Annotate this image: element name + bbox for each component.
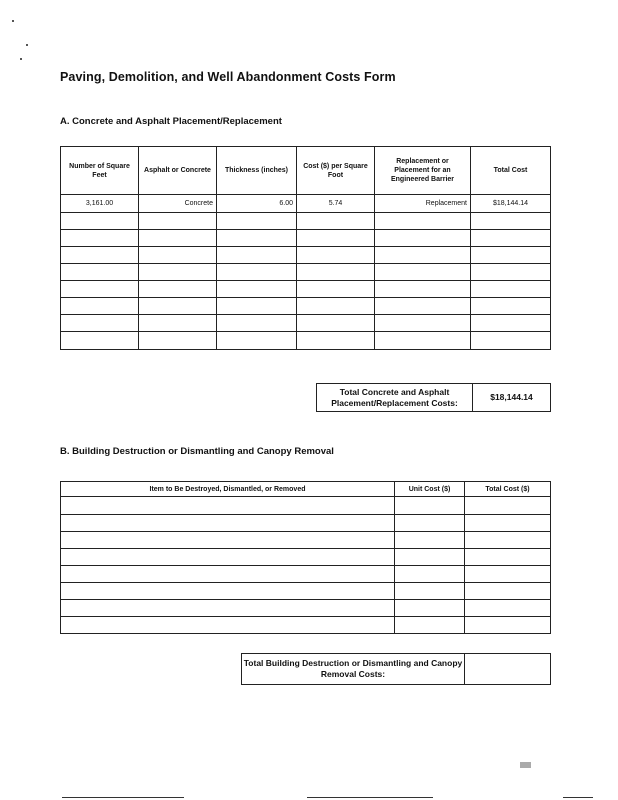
cell <box>471 298 551 315</box>
cell-replacement: Replacement <box>375 195 471 213</box>
cell <box>61 617 395 634</box>
cell <box>471 332 551 350</box>
cell <box>465 497 551 515</box>
table-row <box>61 247 551 264</box>
cell <box>61 230 139 247</box>
cell <box>61 600 395 617</box>
cell <box>217 247 297 264</box>
header-total-cost: Total Cost <box>471 147 551 195</box>
cell <box>61 213 139 230</box>
cell <box>297 213 375 230</box>
table-row <box>61 332 551 350</box>
cell <box>471 247 551 264</box>
cell <box>217 230 297 247</box>
table-row <box>61 532 551 549</box>
concrete-asphalt-table <box>60 146 551 350</box>
cell <box>465 617 551 634</box>
cell <box>139 332 217 350</box>
cell <box>471 230 551 247</box>
header-item: Item to Be Destroyed, Dismantled, or Removed <box>61 482 395 497</box>
section-b-total-value <box>465 654 551 685</box>
cell <box>395 566 465 583</box>
page-stamp <box>520 762 531 768</box>
table-row <box>61 264 551 281</box>
cell <box>395 497 465 515</box>
table-row <box>61 583 551 600</box>
cell <box>217 298 297 315</box>
scan-speck <box>12 20 14 22</box>
footer-line <box>563 797 593 798</box>
section-b-total-label: Total Building Destruction or Dismantling and Canopy Removal Costs: <box>242 654 465 685</box>
cell <box>395 617 465 634</box>
table-row <box>61 298 551 315</box>
table-row <box>61 213 551 230</box>
cell <box>139 315 217 332</box>
cell <box>217 264 297 281</box>
cell <box>375 298 471 315</box>
cell <box>139 298 217 315</box>
table-row <box>61 281 551 298</box>
cell-total-cost: $18,144.14 <box>471 195 551 213</box>
cell <box>297 264 375 281</box>
cell <box>395 515 465 532</box>
cell <box>61 281 139 298</box>
table-row <box>61 195 551 213</box>
cell <box>61 583 395 600</box>
section-a-total-label: Total Concrete and Asphalt Placement/Replacement Costs: <box>317 384 473 412</box>
cell <box>297 332 375 350</box>
cell <box>297 298 375 315</box>
header-replacement-placement: Replacement or Placement for an Engineered Barrier <box>375 147 471 195</box>
cell <box>139 230 217 247</box>
cell <box>471 281 551 298</box>
cell <box>395 549 465 566</box>
cell <box>217 315 297 332</box>
cell-cost-per-sqft: 5.74 <box>297 195 375 213</box>
cell <box>395 600 465 617</box>
page-title: Paving, Demolition, and Well Abandonment Costs Form <box>60 70 396 84</box>
cell <box>465 566 551 583</box>
cell <box>61 549 395 566</box>
cell <box>395 583 465 600</box>
header-thickness: Thickness (inches) <box>217 147 297 195</box>
cell <box>217 281 297 298</box>
scan-speck <box>20 58 22 60</box>
cell <box>139 264 217 281</box>
cell <box>471 315 551 332</box>
cell <box>61 247 139 264</box>
table-header-row <box>61 482 551 497</box>
cell <box>61 332 139 350</box>
cell <box>297 230 375 247</box>
cell <box>297 281 375 298</box>
cell <box>375 332 471 350</box>
cell <box>61 566 395 583</box>
cell <box>61 298 139 315</box>
table-row <box>61 515 551 532</box>
cell <box>61 532 395 549</box>
cell <box>217 213 297 230</box>
table-row <box>61 566 551 583</box>
cell-material: Concrete <box>139 195 217 213</box>
header-square-feet: Number of Square Feet <box>61 147 139 195</box>
cell <box>139 213 217 230</box>
cell <box>471 264 551 281</box>
header-asphalt-concrete: Asphalt or Concrete <box>139 147 217 195</box>
table-row <box>61 600 551 617</box>
cell <box>471 213 551 230</box>
cell-thickness: 6.00 <box>217 195 297 213</box>
cell <box>61 515 395 532</box>
cell <box>297 315 375 332</box>
cell-square-feet: 3,161.00 <box>61 195 139 213</box>
cell <box>465 583 551 600</box>
cell <box>465 532 551 549</box>
cell <box>375 315 471 332</box>
header-unit-cost: Unit Cost ($) <box>395 482 465 497</box>
cell <box>465 600 551 617</box>
cell <box>139 281 217 298</box>
table-row <box>61 549 551 566</box>
table-row <box>61 230 551 247</box>
cell <box>139 247 217 264</box>
cell <box>375 230 471 247</box>
section-a-total-value: $18,144.14 <box>473 384 551 412</box>
section-a-heading: A. Concrete and Asphalt Placement/Replacement <box>60 116 282 127</box>
table-row <box>61 497 551 515</box>
table-row <box>61 315 551 332</box>
cell <box>375 247 471 264</box>
header-total-cost: Total Cost ($) <box>465 482 551 497</box>
cell <box>375 264 471 281</box>
table-row <box>61 617 551 634</box>
header-cost-per-sqft: Cost ($) per Square Foot <box>297 147 375 195</box>
footer-line <box>62 797 184 798</box>
table-header-row <box>61 147 551 195</box>
cell <box>465 515 551 532</box>
footer-line <box>307 797 433 798</box>
scan-speck <box>26 44 28 46</box>
building-destruction-table <box>60 481 551 634</box>
cell <box>217 332 297 350</box>
section-b-heading: B. Building Destruction or Dismantling and Canopy Removal <box>60 446 334 457</box>
cell <box>395 532 465 549</box>
cell <box>61 264 139 281</box>
cell <box>297 247 375 264</box>
cell <box>375 281 471 298</box>
section-b-total-box <box>241 653 551 685</box>
cell <box>375 213 471 230</box>
cell <box>465 549 551 566</box>
cell <box>61 315 139 332</box>
section-a-total-box <box>316 383 551 412</box>
cell <box>61 497 395 515</box>
